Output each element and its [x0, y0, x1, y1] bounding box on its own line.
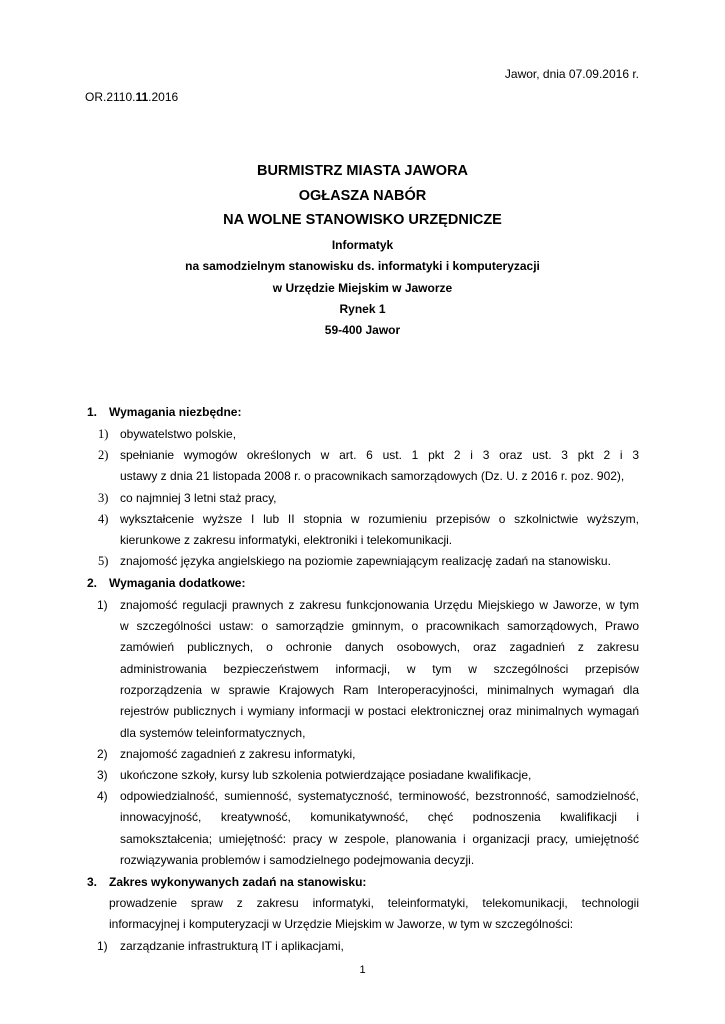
s2-item-4-number: 4)	[97, 789, 108, 803]
s2-item-1-line-3: zamówień publicznych, o ochronie danych osobowych, oraz zagadnień z zakresu	[120, 640, 639, 654]
s3-intro-line-2: informacyjnej i komputeryzacji w Urzędzie Miejskim w Jaworze, w tym w szczególności:	[109, 917, 574, 931]
section-2-title: Wymagania dodatkowe:	[109, 576, 246, 590]
s2-item-1-line-7: dla systemów teleinformatycznych,	[120, 726, 306, 740]
s1-item-4-line-2: kierunkowe z zakresu informatyki, elektroniki i telekomunikacji.	[120, 533, 453, 547]
section-2-number: 2.	[87, 576, 98, 590]
s2-item-4-line-4: rozwiązywania problemów i samodzielnego podejmowania decyzji.	[120, 853, 475, 867]
s2-item-3-text: ukończone szkoły, kursy lub szkolenia potwierdzające posiadane kwalifikacje,	[120, 768, 532, 782]
s3-item-1-text: zarządzanie infrastrukturą IT i aplikacjami,	[120, 939, 344, 953]
reference-bold: 11	[135, 90, 149, 104]
document-date: Jawor, dnia 07.09.2016 r.	[504, 67, 639, 81]
title-line-5: na samodzielnym stanowisku ds. informatyki i komputeryzacji	[185, 259, 540, 273]
section-3-heading	[87, 875, 366, 889]
s1-item-1-text: obywatelstwo polskie,	[120, 427, 237, 441]
s2-item-1-line-4: administrowania bezpieczeństwem informacji, w tym w szczególności przepisów	[120, 662, 639, 676]
s2-item-1-line-5: rozporządzenia w sprawie Krajowych Ram Interoperacyjności, minimalnych wymagań dla	[120, 683, 639, 697]
title-line-2: OGŁASZA NABÓR	[298, 188, 427, 204]
s2-item-1-line-6: rejestrów publicznych i wymiany informacji w postaci elektronicznej oraz minimalnych wymagań	[120, 704, 639, 718]
s2-item-1-line-2: w szczególności ustaw: o samorządzie gminnym, o pracownikach samorządowych, Prawo	[120, 619, 639, 633]
title-line-4: Informatyk	[331, 238, 394, 252]
s3-intro-line-1: prowadzenie spraw z zakresu informatyki, teleinformatyki, telekomunikacji, technologii	[109, 896, 639, 910]
title-line-7: Rynek 1	[339, 302, 386, 316]
s2-item-4-line-1: odpowiedzialność, sumienność, systematyczność, terminowość, bezstronność, samodzielność,	[120, 789, 639, 803]
s2-item-1-line-1: znajomość regulacji prawnych z zakresu funkcjonowania Urzędu Miejskiego w Jaworze, w tym	[120, 598, 639, 612]
section-3-number: 3.	[87, 875, 98, 889]
s1-item-3-text: co najmniej 3 letni staż pracy,	[120, 491, 277, 505]
reference-suffix: .2016	[148, 90, 179, 104]
s1-item-2-line-1: spełnianie wymogów określonych w art. 6 ust. 1 pkt 2 i 3 oraz ust. 3 pkt 2 i 3	[120, 448, 639, 462]
section-1-heading	[87, 405, 241, 419]
reference-number	[85, 90, 178, 104]
title-line-3: NA WOLNE STANOWISKO URZĘDNICZE	[223, 212, 502, 228]
s1-item-4-line-1: wykształcenie wyższe I lub II stopnia w rozumieniu przepisów o szkolnictwie wyższym,	[120, 512, 639, 526]
section-3-title: Zakres wykonywanych zadań na stanowisku:	[109, 875, 367, 889]
s3-item-1-number: 1)	[97, 939, 108, 953]
section-1-number: 1.	[87, 405, 98, 419]
s2-item-2-text: znajomość zagadnień z zakresu informatyki,	[120, 747, 356, 761]
s2-item-1-number: 1)	[97, 598, 108, 612]
s2-item-4-line-2: innowacyjność, kreatywność, komunikatywność, chęć podnoszenia kwalifikacji i	[120, 810, 639, 824]
s1-item-3-number: 3)	[98, 491, 109, 505]
s1-item-5-text: znajomość języka angielskiego na poziomie zapewniającym realizację zadań na stanowisku.	[120, 554, 611, 568]
section-1-title: Wymagania niezbędne:	[109, 405, 242, 419]
s1-item-1-number: 1)	[98, 427, 109, 441]
section-2-heading	[87, 576, 245, 590]
title-line-8: 59-400 Jawor	[324, 323, 401, 337]
reference-prefix: OR.2110.	[85, 90, 136, 104]
s2-item-4-line-3: samokształcenia; umiejętność: pracy w zespole, planowania i organizacji pracy, umiejętność	[120, 832, 639, 846]
s1-item-2-line-2: ustawy z dnia 21 listopada 2008 r. o pracownikach samorządowych (Dz. U. z 2016 r. poz. 902),	[120, 469, 625, 483]
title-line-1: BURMISTRZ MIASTA JAWORA	[256, 163, 469, 179]
s2-item-3-number: 3)	[97, 768, 108, 782]
s1-item-4-number: 4)	[98, 512, 109, 526]
s2-item-2-number: 2)	[97, 747, 108, 761]
title-line-6: w Urzędzie Miejskim w Jaworze	[272, 281, 453, 295]
page-number: 1	[359, 964, 366, 976]
s1-item-2-number: 2)	[98, 448, 109, 462]
s1-item-5-number: 5)	[98, 554, 109, 568]
